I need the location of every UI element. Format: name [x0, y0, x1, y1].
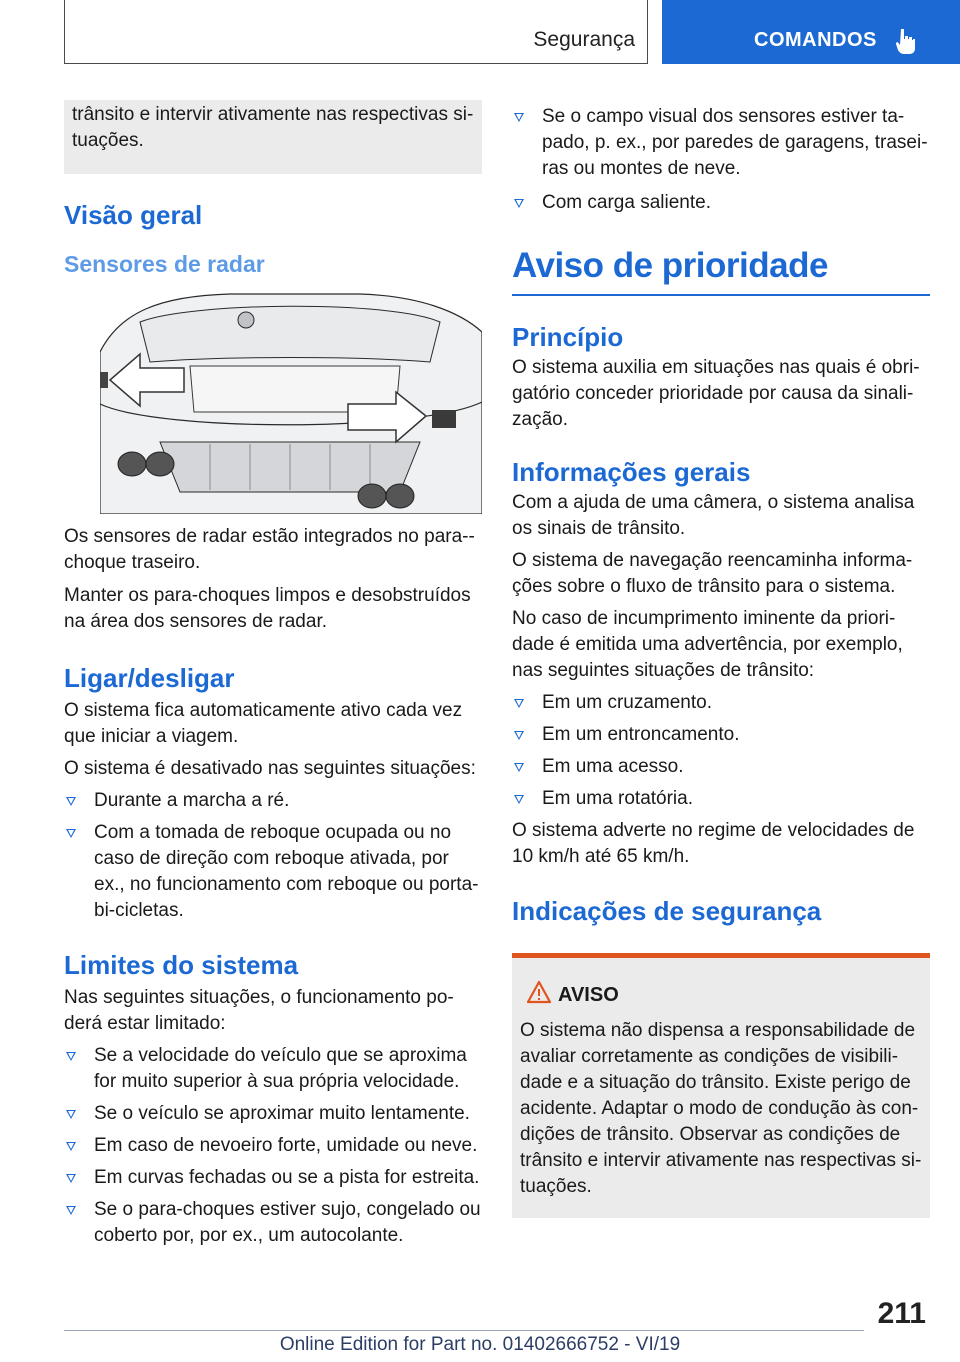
- bullet-triangle-icon: [514, 699, 524, 708]
- list-item: Se o campo visual dos sensores estiver ta-pado, p. ex., por paredes de garagens, trasei-ras ou montes de neve.: [512, 104, 930, 182]
- car-rear-image: [100, 292, 482, 514]
- warning-triangle-icon: [526, 980, 552, 1004]
- heading-general-info: Informações gerais: [512, 457, 751, 487]
- warning-header: [520, 980, 922, 1010]
- heading-overview: Visão geral: [64, 200, 203, 230]
- footer-edition: Online Edition for Part no. 01402666752 - VI/19: [279, 1334, 681, 1355]
- warning-title: AVISO: [558, 984, 619, 1006]
- list-item: Se a velocidade do veículo que se aproxima for muito superior à sua própria velocidade.: [64, 1043, 482, 1095]
- continued-limits-list: [512, 104, 930, 216]
- bullet-triangle-icon: [514, 199, 524, 208]
- list-item: Com carga saliente.: [512, 190, 930, 216]
- continued-warning-text: trânsito e intervir ativamente nas respectivas si-tuações.: [72, 104, 474, 151]
- general-paragraph-3: No caso de incumprimento iminente da priori-dade é emitida uma advertência, por exemplo, nas seguintes situações de trânsito:: [512, 608, 903, 681]
- bullet-triangle-icon: [66, 797, 76, 806]
- bullet-triangle-icon: [66, 1052, 76, 1061]
- radar-sensors-paragraph-1: Os sensores de radar estão integrados no para--choque traseiro.: [64, 526, 475, 573]
- system-limits-list: [64, 1043, 482, 1249]
- on-off-paragraph-1: O sistema fica automaticamente ativo cada vez que iniciar a viagem.: [64, 700, 463, 747]
- bullet-triangle-icon: [66, 829, 76, 838]
- list-item: Em curvas fechadas ou se a pista for estreita.: [64, 1165, 482, 1191]
- list-item: Se o para-choques estiver sujo, congelado ou coberto por, por ex., um autocolante.: [64, 1197, 482, 1249]
- bullet-triangle-icon: [66, 1142, 76, 1151]
- bullet-triangle-icon: [514, 795, 524, 804]
- system-limits-paragraph: Nas seguintes situações, o funcionamento po-derá estar limitado:: [64, 987, 454, 1034]
- radar-sensor-illustration: [100, 292, 482, 514]
- principle-paragraph: O sistema auxilia em situações nas quais é obri-gatório conceder prioridade por causa da sinali-zação.: [512, 357, 920, 430]
- list-item: Com a tomada de reboque ocupada ou no caso de direção com reboque ativada, por ex., no funcionamento com reboque ou porta-bi-cicletas.: [64, 820, 482, 924]
- footer-rule: [64, 1330, 864, 1331]
- on-off-paragraph-2: O sistema é desativado nas seguintes situações:: [64, 758, 476, 779]
- list-item: Em caso de nevoeiro forte, umidade ou neve.: [64, 1133, 482, 1159]
- general-list: [512, 690, 930, 812]
- heading-priority-warning: Aviso de prioridade: [512, 246, 828, 285]
- bullet-triangle-icon: [66, 1174, 76, 1183]
- heading-radar-sensors: Sensores de radar: [64, 251, 265, 277]
- on-off-list: [64, 788, 482, 924]
- heading-rule: [512, 294, 930, 296]
- list-item: Se o veículo se aproximar muito lentamente.: [64, 1101, 482, 1127]
- heading-on-off: Ligar/desligar: [64, 663, 235, 693]
- bullet-triangle-icon: [514, 763, 524, 772]
- right-column: [512, 100, 930, 1218]
- left-column: [64, 100, 482, 1249]
- header-section-box: [64, 0, 648, 64]
- warning-text: O sistema não dispensa a responsabilidade de avaliar corretamente as condições de visibili-dade e a situação do trânsito. Existe perigo de acidente. Adaptar o modo de condução às con-dições de trânsito. Observar as condições de trânsito e intervir ativamente nas respectivas si-tuações.: [520, 1020, 922, 1197]
- bullet-triangle-icon: [66, 1110, 76, 1119]
- header-chapter-tab: [662, 0, 960, 64]
- radar-sensors-paragraph-2: Manter os para-choques limpos e desobstruídos na área dos sensores de radar.: [64, 585, 471, 632]
- list-item: Em uma acesso.: [512, 754, 930, 780]
- list-item: Durante a marcha a ré.: [64, 788, 482, 814]
- heading-system-limits: Limites do sistema: [64, 950, 299, 980]
- general-paragraph-4: O sistema adverte no regime de velocidades de 10 km/h até 65 km/h.: [512, 820, 915, 867]
- bullet-triangle-icon: [66, 1206, 76, 1215]
- hand-pointer-icon: [896, 28, 916, 54]
- header-section-title: Segurança: [533, 28, 635, 51]
- general-paragraph-2: O sistema de navegação reencaminha informa-ções sobre o fluxo de trânsito para o sistema.: [512, 550, 913, 597]
- bullet-triangle-icon: [514, 113, 524, 122]
- warning-box: [512, 953, 930, 1218]
- heading-safety: Indicações de segurança: [512, 896, 822, 926]
- header-chapter-title: COMANDOS: [754, 29, 877, 51]
- list-item: Em um entroncamento.: [512, 722, 930, 748]
- general-paragraph-1: Com a ajuda de uma câmera, o sistema analisa os sinais de trânsito.: [512, 492, 915, 539]
- heading-principle: Princípio: [512, 322, 624, 352]
- continued-warning-box: [64, 100, 482, 174]
- page-number: 211: [877, 1297, 926, 1330]
- list-item: Em uma rotatória.: [512, 786, 930, 812]
- list-item: Em um cruzamento.: [512, 690, 930, 716]
- bullet-triangle-icon: [514, 731, 524, 740]
